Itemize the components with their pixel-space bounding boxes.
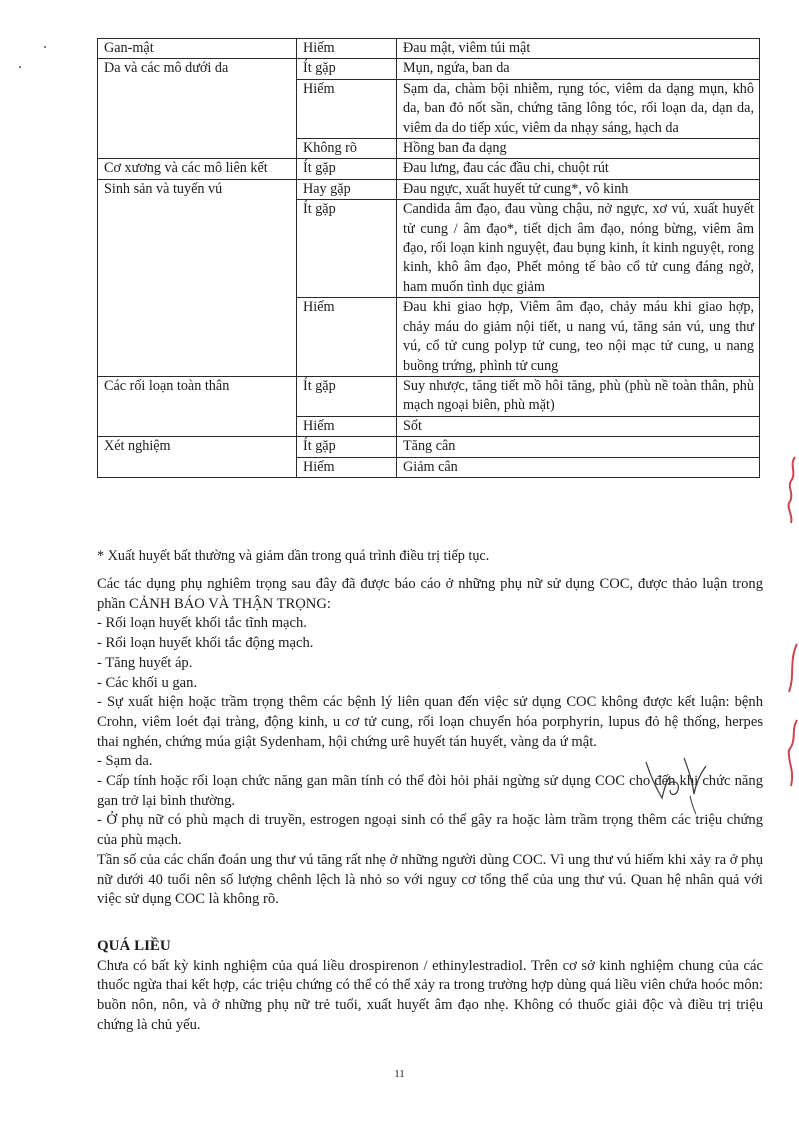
organ-cell: Sinh sản và tuyến vú <box>98 179 297 376</box>
page-number: 11 <box>394 1068 405 1080</box>
serious-effects-section <box>97 575 763 910</box>
frequency-cell: Ít gặp <box>297 59 397 79</box>
frequency-cell: Ít gặp <box>297 200 397 298</box>
effect-cell: Mụn, ngứa, ban da <box>397 59 760 79</box>
effect-cell: Đau ngực, xuất huyết tử cung*, vô kinh <box>397 179 760 199</box>
organ-cell: Xét nghiệm <box>98 437 297 478</box>
handwritten-initials <box>640 754 712 818</box>
serious-item: - Tăng huyết áp. <box>97 654 193 671</box>
effect-cell: Tăng cân <box>397 437 760 457</box>
scan-speck <box>19 66 21 68</box>
organ-cell: Gan-mật <box>98 39 297 59</box>
frequency-cell: Hiếm <box>297 298 397 377</box>
frequency-cell: Hay gặp <box>297 179 397 199</box>
effect-cell: Hồng ban đa dạng <box>397 139 760 159</box>
serious-item: - Ở phụ nữ có phù mạch di truyền, estrogen ngoại sinh có thể gây ra hoặc làm trầm trọng thêm các triệu chứng của phù mạch. <box>97 812 763 849</box>
table-row <box>98 59 760 79</box>
organ-cell: Da và các mô dưới da <box>98 59 297 159</box>
table-row <box>98 437 760 457</box>
effect-cell: Sốt <box>397 416 760 436</box>
effect-cell: Đau mật, viêm túi mật <box>397 39 760 59</box>
serious-item: - Rối loạn huyết khối tắc tĩnh mạch. <box>97 615 307 632</box>
frequency-cell: Hiếm <box>297 39 397 59</box>
overdose-text: Chưa có bất kỳ kinh nghiệm của quá liều drospirenon / ethinylestradiol. Trên cơ sở kinh nghiệm chung của các thuốc ngừa thai kết hợp, các triệu chứng có thể có thể xảy ra trong trường hợp dùng quá liều viên chứa hoóc môn: buồn nôn, nôn, và ở những phụ nữ trẻ tuổi, xuất huyết âm đạo nhẹ. Không có thuốc giải độc và điều trị triệu chứng là chủ yếu. <box>97 957 763 1033</box>
serious-item: - Các khối u gan. <box>97 674 198 691</box>
frequency-cell: Hiếm <box>297 457 397 477</box>
frequency-cell: Ít gặp <box>297 437 397 457</box>
effect-cell: Giảm cân <box>397 457 760 477</box>
serious-intro: Các tác dụng phụ nghiêm trọng sau đây đã được báo cáo ở những phụ nữ sử dụng COC, được thảo luận trong phần CẢNH BÁO VÀ THẬN TRỌNG: <box>97 576 763 612</box>
effect-cell: Sạm da, chàm bội nhiễm, rụng tóc, viêm da dạng mụn, khô da, ban đỏ nốt sần, chứng tăng lông tóc, rối loạn da, dạn da, viêm da do tiếp xúc, viêm da nhạy sáng, hạch da <box>397 79 760 138</box>
table-row <box>98 179 760 199</box>
breast-cancer-note: Tần số của các chẩn đoán ung thư vú tăng rất nhẹ ở những người dùng COC. Vì ung thư vú hiếm khi xảy ra ở phụ nữ dưới 40 tuổi nên số lượng chênh lệch là nhỏ so với nguy cơ tổng thể của ung thư vú. Quan hệ nhân quả với việc sử dụng COC là không rõ. <box>97 851 763 908</box>
overdose-heading: QUÁ LIỀU <box>97 938 171 954</box>
scan-speck <box>44 46 46 48</box>
organ-cell: Cơ xương và các mô liên kết <box>98 159 297 179</box>
table-row <box>98 39 760 59</box>
frequency-cell: Không rõ <box>297 139 397 159</box>
frequency-cell: Ít gặp <box>297 159 397 179</box>
serious-item: - Cấp tính hoặc rối loạn chức năng gan mãn tính có thể đòi hỏi phải ngừng sử dụng COC cho đến khi chức năng gan trở lại bình thường. <box>97 773 763 809</box>
overdose-section <box>97 937 763 1036</box>
effect-cell: Đau lưng, đau các đầu chi, chuột rút <box>397 159 760 179</box>
stamp-edge <box>783 640 799 790</box>
table-row <box>98 159 760 179</box>
effect-cell: Suy nhược, tăng tiết mồ hôi tăng, phù (phù nề toàn thân, phù mạch ngoại biên, phù mặt) <box>397 376 760 416</box>
organ-cell: Các rối loạn toàn thân <box>98 376 297 436</box>
frequency-cell: Hiếm <box>297 79 397 138</box>
effect-cell: Candida âm đạo, đau vùng chậu, nở ngực, xơ vú, xuất huyết tử cung / âm đạo*, tiết dịch âm đạo, nóng bừng, viêm âm đạo, rối loạn kinh nguyệt, đau bụng kinh, ít kinh nguyệt, rong kinh, khô âm đạo, Phết mỏng tế bào cổ tử cung đáng ngờ, ham muốn tình dục giảm <box>397 200 760 298</box>
serious-item: - Sạm da. <box>97 753 153 770</box>
serious-item: - Sự xuất hiện hoặc trầm trọng thêm các bệnh lý liên quan đến việc sử dụng COC không được kết luận: bệnh Crohn, viêm loét đại tràng, động kinh, u cơ tử cung, rối loạn chuyển hóa porphyrin, lupus đỏ hệ thống, herpes thai nghén, chứng múa giật Sydenham, hội chứng urê huyết tán huyết, vàng da ứ mật. <box>97 694 763 750</box>
effect-cell: Đau khi giao hợp, Viêm âm đạo, chảy máu khi giao hợp, chảy máu do giảm nội tiết, u nang vú, tăng sản vú, ung thư vú, cổ tử cung polyp tử cung, teo nội mạc tử cung, u nang buồng trứng, phình tử cung <box>397 298 760 377</box>
frequency-cell: Hiếm <box>297 416 397 436</box>
table-row <box>98 376 760 416</box>
stamp-edge <box>783 455 799 525</box>
adverse-effects-table <box>97 38 760 478</box>
frequency-cell: Ít gặp <box>297 376 397 416</box>
serious-item: - Rối loạn huyết khối tắc động mạch. <box>97 635 314 652</box>
table-footnote: * Xuất huyết bất thường và giảm dần trong quá trình điều trị tiếp tục. <box>97 548 490 564</box>
